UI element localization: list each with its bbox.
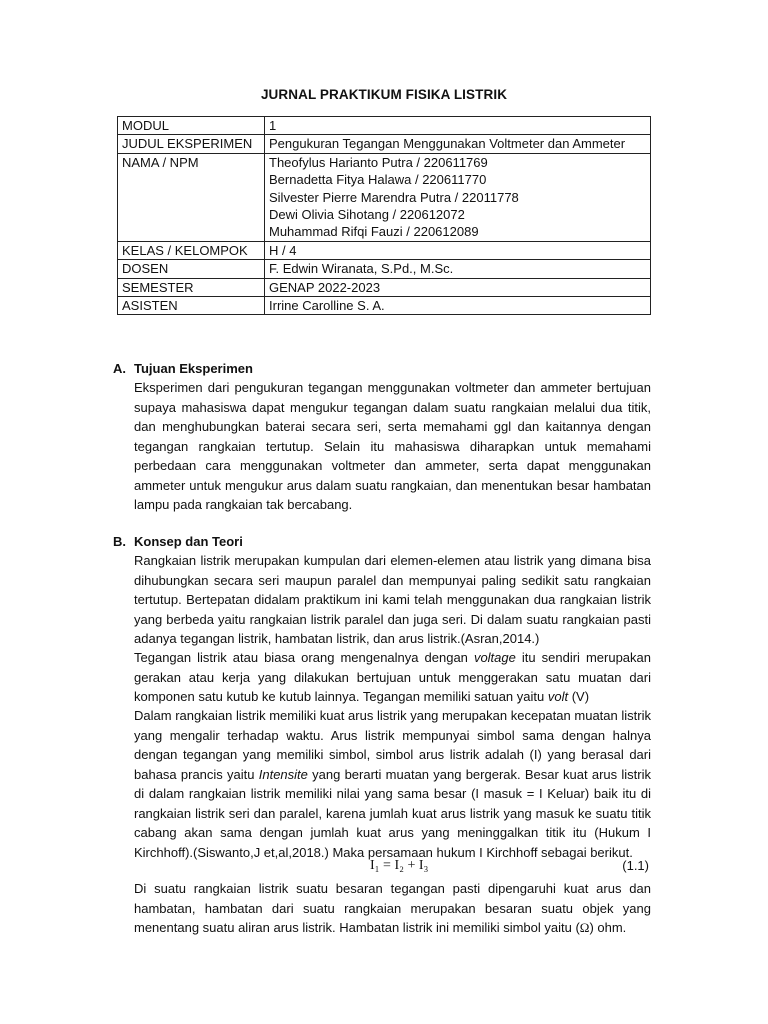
nama-label: NAMA / NPM xyxy=(118,153,265,241)
kirchhoff-equation xyxy=(134,858,651,878)
member-name: Theofylus Harianto Putra / 220611769 xyxy=(269,154,488,170)
modul-value: 1 xyxy=(265,117,651,135)
italic-term: Intensite xyxy=(258,766,308,782)
section-b-paragraph-3 xyxy=(134,706,651,862)
section-a-letter: A. xyxy=(113,361,126,376)
kelas-value: H / 4 xyxy=(265,241,651,259)
section-b-paragraph-4 xyxy=(134,879,651,938)
asisten-label: ASISTEN xyxy=(118,297,265,315)
section-a-title: Tujuan Eksperimen xyxy=(134,361,253,376)
dosen-label: DOSEN xyxy=(118,260,265,278)
omega-symbol: Ω xyxy=(579,920,590,935)
section-b-title: Konsep dan Teori xyxy=(134,534,243,549)
table-row xyxy=(118,278,651,296)
table-row xyxy=(118,135,651,153)
section-b-letter: B. xyxy=(113,534,126,549)
section-b-heading xyxy=(113,534,243,549)
text-run: Tegangan listrik atau biasa orang mengenalnya dengan xyxy=(134,650,474,665)
text-run: itu sendiri merupakan gerakan atau kerja yang dilakukan bertujuan untuk menggerakan satu muatan dari komponen satu kutub ke kutub lainnya. Tegangan memiliki satuan yaitu xyxy=(134,650,651,704)
dosen-value: F. Edwin Wiranata, S.Pd., M.Sc. xyxy=(265,260,651,278)
member-name: Dewi Olivia Sihotang / 220612072 xyxy=(269,207,465,223)
text-run: yang berarti muatan yang bergerak. Besar kuat arus listrik di dalam rangkaian listrik memiliki nilai yang sama besar (I masuk = I Keluar) baik itu di rangkaian listrik seri dan paralel, karena jumlah kuat arus listrik yang masuk ke suatu titik cabang akan sama dengan jumlah kuat arus yang meninggalkan titik itu (Hukum I Kirchhoff).(Siswanto,J et,al,2018.) Maka persamaan hukum I Kirchhoff sebagai berikut. xyxy=(134,766,651,860)
equation-number: (1.1) xyxy=(622,858,649,873)
text-run: ) ohm. xyxy=(589,920,627,935)
text-run: (V) xyxy=(568,689,590,704)
table-row xyxy=(118,241,651,259)
document-title: JURNAL PRAKTIKUM FISIKA LISTRIK xyxy=(260,87,508,102)
text-run: Dalam rangkaian listrik memiliki kuat arus listrik yang merupakan kecepatan muatan listrik yang mengalir terhadap waktu. Arus listrik mempunyai simbol sama dengan halnya dengan tegangan yang memiliki simbol, simbol arus listrik adalah (I) yang berasal dari bahasa prancis yaitu xyxy=(134,708,651,782)
asisten-value: Irrine Carolline S. A. xyxy=(265,297,651,315)
kelas-label: KELAS / KELOMPOK xyxy=(118,241,265,259)
table-row xyxy=(118,260,651,278)
judul-value: Pengukuran Tegangan Menggunakan Voltmeter dan Ammeter xyxy=(265,135,651,153)
member-name: Silvester Pierre Marendra Putra / 22011778 xyxy=(269,189,519,205)
section-b-paragraph-2 xyxy=(134,648,651,707)
modul-label: MODUL xyxy=(118,117,265,135)
italic-term: volt xyxy=(547,689,569,704)
table-row xyxy=(118,117,651,135)
nama-values xyxy=(265,153,651,241)
equation-formula: I₁ = I₂ + I₃ xyxy=(370,858,429,873)
member-name: Bernadetta Fitya Halawa / 220611770 xyxy=(269,172,487,188)
table-row xyxy=(118,153,651,241)
judul-label: JUDUL EKSPERIMEN xyxy=(118,135,265,153)
semester-value: GENAP 2022-2023 xyxy=(265,278,651,296)
semester-label: SEMESTER xyxy=(118,278,265,296)
section-b-paragraph-1: Rangkaian listrik merupakan kumpulan dari elemen-elemen atau listrik yang dimana bisa dihubungkan secara seri maupun paralel dan mempunyai paling sedikit satu rangkaian tertutup. Bertepatan didalam praktikum ini kami telah menggunakan dua rangkaian listrik yang berbeda yaitu rangkaian listrik paralel dan juga seri. Di dalam suatu rangkaian pasti adanya tegangan listrik, hambatan listrik, dan arus listrik.(Asran,2014.) xyxy=(134,553,651,646)
member-name: Muhammad Rifqi Fauzi / 220612089 xyxy=(269,224,479,240)
italic-term: voltage xyxy=(473,650,516,665)
section-a-heading xyxy=(113,361,253,376)
text-run: Di suatu rangkaian listrik suatu besaran tegangan pasti dipengaruhi kuat arus dan hambatan, hambatan dari suatu rangkaian merupakan besaran suatu objek yang menentang suatu aliran arus listrik. Hambatan listrik ini memiliki simbol yaitu ( xyxy=(134,881,651,935)
table-row xyxy=(118,297,651,315)
info-table xyxy=(117,116,651,315)
section-a-body: Eksperimen dari pengukuran tegangan menggunakan voltmeter dan ammeter bertujuan supaya mahasiswa dapat mengukur tegangan dalam suatu rangkaian melalui dua titik, dan menghubungkan baterai secara seri, serta memahami ggl dan kaitannya dengan tegangan rangkaian tertutup. Selain itu mahasiswa diharapkan untuk memahami perbedaan cara menggunakan voltmeter dan ammeter, serta dapat menggunakan ammeter untuk mengukur arus dalam suatu rangkaian, dan menentukan besar hambatan lampu pada rangkaian tak bercabang. xyxy=(134,380,651,512)
